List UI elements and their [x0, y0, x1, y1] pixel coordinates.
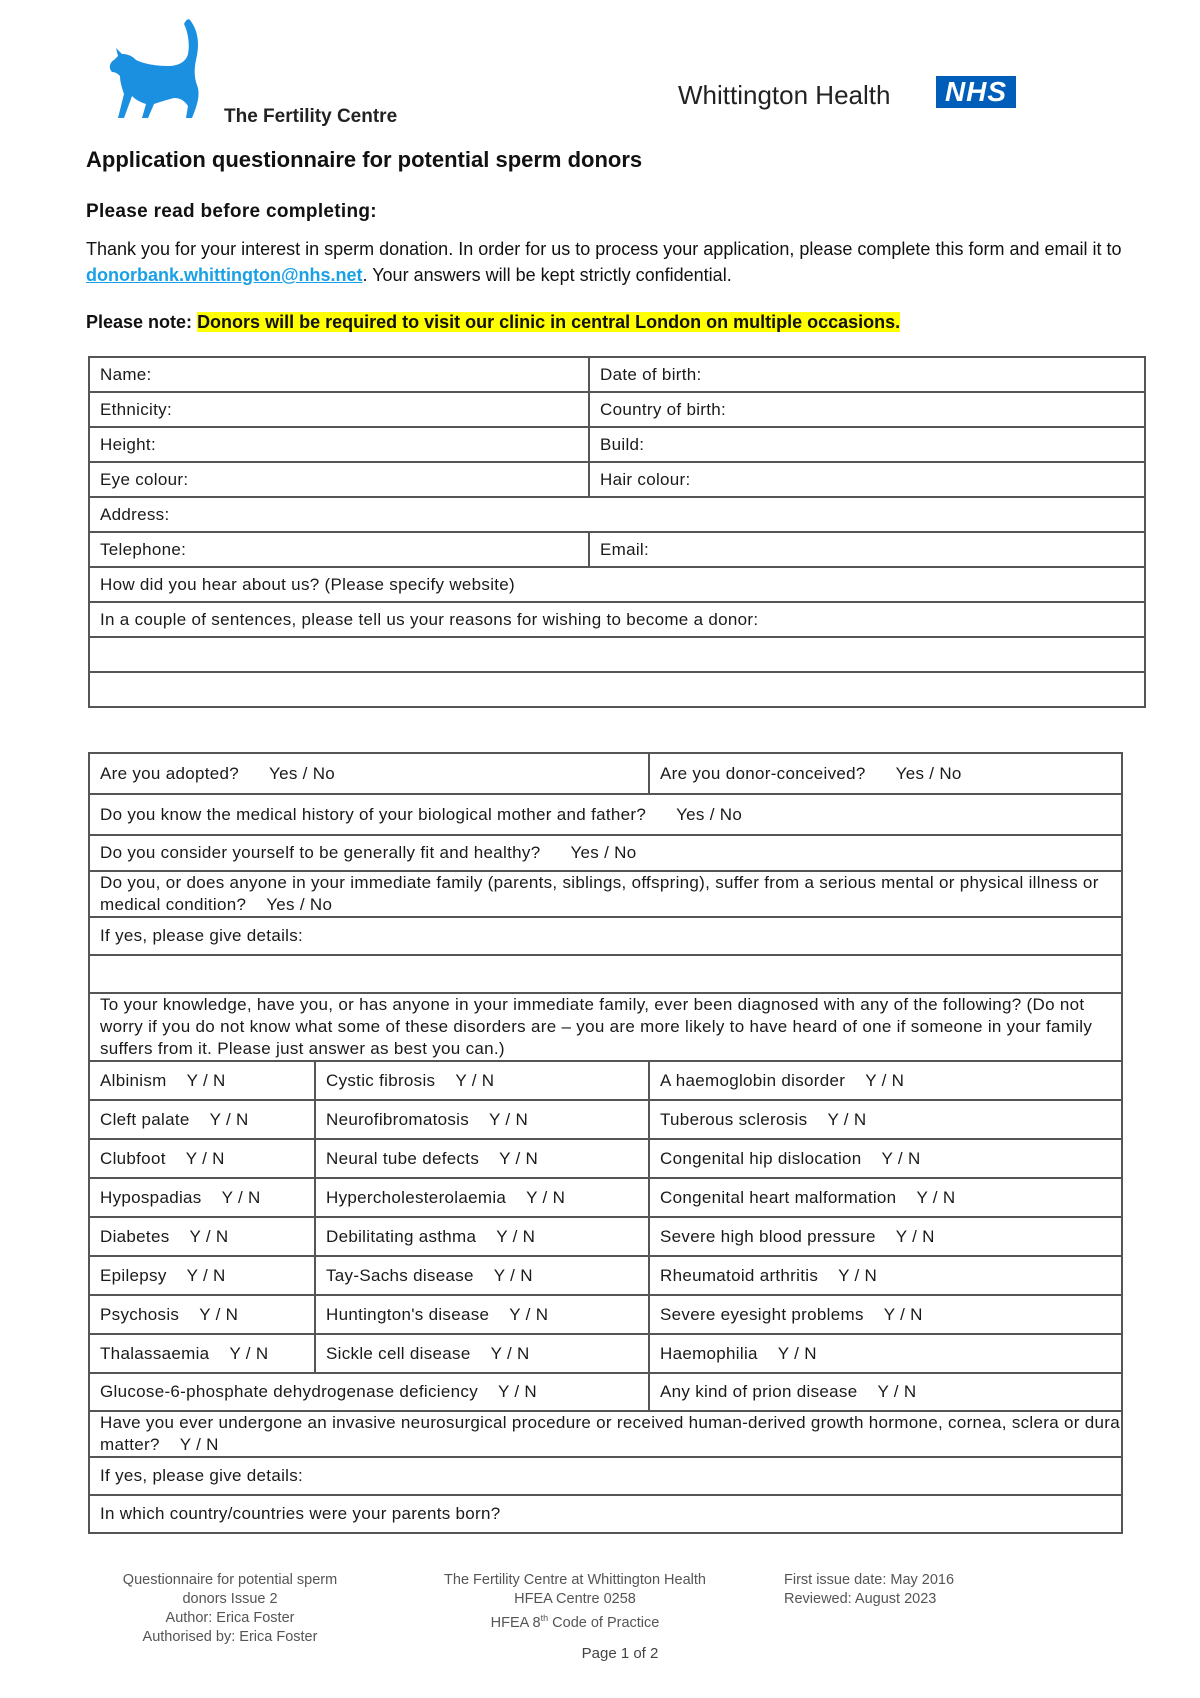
condition-cell[interactable]: Albinism Y / N [89, 1061, 315, 1100]
height-field[interactable]: Height: [89, 427, 589, 462]
country-of-birth-field[interactable]: Country of birth: [589, 392, 1145, 427]
neurosurgical-question[interactable]: Have you ever undergone an invasive neurosurgical procedure or received human-derived growth hormone, cornea, sclera or dura matter? Y / N [89, 1411, 1122, 1457]
medical-history-table [88, 752, 1123, 1534]
table-row [89, 427, 1145, 462]
parents-country-field[interactable]: In which country/countries were your parents born? [89, 1495, 1122, 1533]
table-row [89, 1373, 1122, 1411]
address-field[interactable]: Address: [89, 497, 1145, 532]
adopted-question[interactable]: Are you adopted? Yes / No [89, 753, 649, 794]
condition-cell[interactable]: Congenital hip dislocation Y / N [649, 1139, 1122, 1178]
reasons-answer-line[interactable] [89, 637, 1145, 672]
table-row [89, 753, 1122, 794]
condition-cell[interactable]: Thalassaemia Y / N [89, 1334, 315, 1373]
condition-cell[interactable]: A haemoglobin disorder Y / N [649, 1061, 1122, 1100]
fit-healthy-question[interactable]: Do you consider yourself to be generally fit and healthy? Yes / No [89, 835, 1122, 871]
table-row [89, 1457, 1122, 1495]
table-row [89, 794, 1122, 835]
footer-document-info: Questionnaire for potential sperm donors Issue 2 Author: Erica Foster Authorised by: Erica Foster [122, 1572, 338, 1645]
table-row [89, 871, 1122, 917]
family-illness-question[interactable]: Do you, or does anyone in your immediate family (parents, siblings, offspring), suffer from a serious mental or physical illness or medical condition? Yes / No [89, 871, 1122, 917]
table-row [89, 1495, 1122, 1533]
table-row [89, 1139, 1122, 1178]
intro-paragraph: Thank you for your interest in sperm donation. In order for us to process your application, please complete this form and email it to donorbank.whittington@nhs.net. Your answers will be kept strictly confidential. [86, 239, 1122, 285]
page-title: Application questionnaire for potential sperm donors [86, 147, 643, 172]
condition-cell[interactable]: Neural tube defects Y / N [315, 1139, 649, 1178]
condition-cell[interactable]: Hypercholesterolaemia Y / N [315, 1178, 649, 1217]
condition-cell[interactable]: Clubfoot Y / N [89, 1139, 315, 1178]
hear-about-us-field[interactable]: How did you hear about us? (Please specify website) [89, 567, 1145, 602]
table-row [89, 532, 1145, 567]
diagnosed-conditions-intro: To your knowledge, have you, or has anyone in your immediate family, ever been diagnosed with any of the following? (Do not worry if you do not know what some of these disorders are – you are more likely to have heard of one if someone in your family suffers from it. Please just answer as best you can.) [89, 993, 1122, 1061]
donor-email-link[interactable]: donorbank.whittington@nhs.net [86, 265, 363, 285]
table-row [89, 1411, 1122, 1457]
eye-colour-field[interactable]: Eye colour: [89, 462, 589, 497]
please-note: Please note: Donors will be required to visit our clinic in central London on multiple occasions. [86, 312, 901, 332]
table-row [89, 497, 1145, 532]
build-field[interactable]: Build: [589, 427, 1145, 462]
table-row [89, 1100, 1122, 1139]
cat-logo-icon [108, 18, 212, 124]
table-row [89, 1061, 1122, 1100]
condition-cell[interactable]: Severe high blood pressure Y / N [649, 1217, 1122, 1256]
table-row [89, 917, 1122, 955]
condition-cell[interactable]: Congenital heart malformation Y / N [649, 1178, 1122, 1217]
personal-details-table [88, 356, 1146, 708]
condition-cell[interactable]: Cleft palate Y / N [89, 1100, 315, 1139]
table-row [89, 357, 1145, 392]
instructions-heading: Please read before completing: [86, 201, 377, 222]
table-row [89, 1295, 1122, 1334]
table-row [89, 462, 1145, 497]
donor-conceived-question[interactable]: Are you donor-conceived? Yes / No [649, 753, 1122, 794]
table-row [89, 993, 1122, 1061]
page-number: Page 1 of 2 [581, 1645, 659, 1662]
organisation-name: Whittington Health [678, 80, 891, 110]
table-row [89, 835, 1122, 871]
footer-centre-info: The Fertility Centre at Whittington Health HFEA Centre 0258 HFEA 8th Code of Practice [444, 1572, 706, 1631]
condition-cell[interactable]: Rheumatoid arthritis Y / N [649, 1256, 1122, 1295]
table-row [89, 1334, 1122, 1373]
condition-cell[interactable]: Haemophilia Y / N [649, 1334, 1122, 1373]
table-row [89, 672, 1145, 707]
condition-cell[interactable]: Debilitating asthma Y / N [315, 1217, 649, 1256]
condition-cell[interactable]: Hypospadias Y / N [89, 1178, 315, 1217]
table-row [89, 1217, 1122, 1256]
condition-cell[interactable]: Cystic fibrosis Y / N [315, 1061, 649, 1100]
reasons-answer-line[interactable] [89, 672, 1145, 707]
nhs-logo: NHS [936, 76, 1016, 108]
condition-cell[interactable]: Diabetes Y / N [89, 1217, 315, 1256]
condition-cell[interactable]: Neurofibromatosis Y / N [315, 1100, 649, 1139]
reasons-question: In a couple of sentences, please tell us your reasons for wishing to become a donor: [89, 602, 1145, 637]
dob-field[interactable]: Date of birth: [589, 357, 1145, 392]
centre-name: The Fertility Centre [224, 106, 398, 127]
condition-cell[interactable]: Huntington's disease Y / N [315, 1295, 649, 1334]
condition-cell[interactable]: Epilepsy Y / N [89, 1256, 315, 1295]
illness-details-line[interactable] [89, 955, 1122, 993]
ethnicity-field[interactable]: Ethnicity: [89, 392, 589, 427]
condition-cell[interactable]: Sickle cell disease Y / N [315, 1334, 649, 1373]
condition-g6pd[interactable]: Glucose-6-phosphate dehydrogenase deficiency Y / N [89, 1373, 649, 1411]
note-highlight: Donors will be required to visit our clinic in central London on multiple occasions. [197, 312, 901, 332]
table-row [89, 637, 1145, 672]
medical-history-known-question[interactable]: Do you know the medical history of your biological mother and father? Yes / No [89, 794, 1122, 835]
table-row [89, 1178, 1122, 1217]
condition-cell[interactable]: Tuberous sclerosis Y / N [649, 1100, 1122, 1139]
condition-prion-disease[interactable]: Any kind of prion disease Y / N [649, 1373, 1122, 1411]
condition-cell[interactable]: Psychosis Y / N [89, 1295, 315, 1334]
table-row [89, 1256, 1122, 1295]
hair-colour-field[interactable]: Hair colour: [589, 462, 1145, 497]
condition-cell[interactable]: Tay-Sachs disease Y / N [315, 1256, 649, 1295]
table-row [89, 955, 1122, 993]
table-row [89, 392, 1145, 427]
table-row [89, 602, 1145, 637]
footer-dates: First issue date: May 2016 Reviewed: August 2023 [784, 1572, 955, 1607]
table-row [89, 567, 1145, 602]
illness-details-field[interactable]: If yes, please give details: [89, 917, 1122, 955]
telephone-field[interactable]: Telephone: [89, 532, 589, 567]
condition-cell[interactable]: Severe eyesight problems Y / N [649, 1295, 1122, 1334]
neurosurgical-details-field[interactable]: If yes, please give details: [89, 1457, 1122, 1495]
email-field[interactable]: Email: [589, 532, 1145, 567]
name-field[interactable]: Name: [89, 357, 589, 392]
